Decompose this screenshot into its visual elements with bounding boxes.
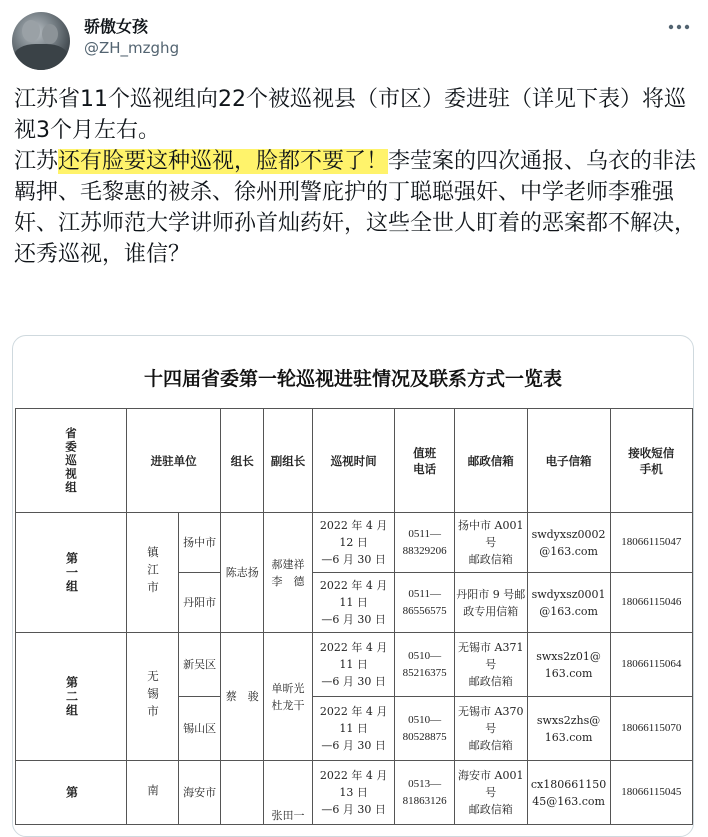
display-name[interactable]: 骄傲女孩 — [84, 17, 149, 36]
table-row — [16, 761, 693, 825]
group-cell: 第一组 — [16, 513, 127, 633]
table-row — [16, 513, 693, 573]
phone-cell: 0510— 85216375 — [395, 633, 454, 697]
period-cell: 2022 年 4 月 11 日 —6 月 30 日 — [312, 697, 395, 761]
document-title: 十四届省委第一轮巡视进驻情况及联系方式一览表 — [143, 368, 562, 390]
phone-cell: 0511— 88329206 — [395, 513, 454, 573]
tweet-highlighted-text: 还有脸要这种巡视，脸都不要了！ — [58, 149, 389, 174]
header-duty-phone: 值班 电话 — [395, 409, 454, 513]
postal-cell: 扬中市 A001 号 邮政信箱 — [454, 513, 527, 573]
email-cell: swxs2zhs@ 163.com — [527, 697, 610, 761]
unit-cell: 丹阳市 — [179, 573, 221, 633]
header-postal: 邮政信箱 — [454, 409, 527, 513]
header-unit: 进驻单位 — [127, 409, 221, 513]
email-cell: swxs2z01@ 163.com — [527, 633, 610, 697]
deputy-cell: 张田一 — [264, 761, 312, 825]
group-cell: 第二组 — [16, 633, 127, 761]
postal-cell: 无锡市 A371 号 邮政信箱 — [454, 633, 527, 697]
sms-cell: 18066115064 — [610, 633, 692, 697]
more-options-icon[interactable] — [664, 14, 694, 34]
tweet-header — [0, 0, 708, 80]
period-cell: 2022 年 4 月 11 日 —6 月 30 日 — [312, 633, 395, 697]
period-cell: 2022 年 4 月 13 日 —6 月 30 日 — [312, 761, 395, 825]
period-cell: 2022 年 4 月 12 日 —6 月 30 日 — [312, 513, 395, 573]
sms-cell: 18066115046 — [610, 573, 692, 633]
phone-cell: 0510— 80528875 — [395, 697, 454, 761]
unit-cell: 锡山区 — [179, 697, 221, 761]
header-email: 电子信箱 — [527, 409, 610, 513]
tweet-paragraph-1: 江苏省11个巡视组向22个被巡视县（市区）委进驻（详见下表）将巡视3个月左右。 — [14, 87, 686, 143]
email-cell: swdyxsz0001 @163.com — [527, 573, 610, 633]
group-cell: 第 — [16, 761, 127, 825]
postal-cell: 丹阳市 9 号邮 政专用信箱 — [454, 573, 527, 633]
sms-cell: 18066115047 — [610, 513, 692, 573]
tweet-image[interactable] — [12, 335, 694, 837]
header-sms: 接收短信 手机 — [610, 409, 692, 513]
city-cell: 无锡市 — [127, 633, 179, 761]
header-leader: 组长 — [221, 409, 264, 513]
table-header-row — [16, 409, 693, 513]
leader-cell: 蔡 骏 — [221, 633, 264, 761]
tweet-text-rest: 李莹案的四次通报、乌衣的非法羁押、毛黎惠的被杀、徐州刑警庇护的丁聪聪强奸、中学老师李雅强奸、江苏师范大学讲师孙首灿药奸，这些全世人盯着的恶案都不解决，还秀巡视，谁信？ — [14, 149, 697, 267]
inspection-table — [15, 408, 693, 825]
user-handle[interactable]: @ZH_mzghg — [84, 39, 180, 57]
tweet-text — [14, 84, 698, 270]
table-row — [16, 633, 693, 697]
deputy-cell: 郝建祥 李 德 — [264, 513, 312, 633]
postal-cell: 海安市 A001 号 邮政信箱 — [454, 761, 527, 825]
tweet-text-prefix: 江苏 — [14, 149, 59, 174]
phone-cell: 0513— 81863126 — [395, 761, 454, 825]
unit-cell: 新吴区 — [179, 633, 221, 697]
header-group: 省委巡视组 — [16, 409, 127, 513]
leader-cell — [221, 761, 264, 825]
period-cell: 2022 年 4 月 11 日 —6 月 30 日 — [312, 573, 395, 633]
sms-cell: 18066115070 — [610, 697, 692, 761]
email-cell: cx180661150 45@163.com — [527, 761, 610, 825]
leader-cell: 陈志扬 — [221, 513, 264, 633]
unit-cell: 海安市 — [179, 761, 221, 825]
header-period: 巡视时间 — [312, 409, 395, 513]
phone-cell: 0511— 86556575 — [395, 573, 454, 633]
avatar[interactable] — [12, 12, 70, 70]
city-cell: 镇江市 — [127, 513, 179, 633]
deputy-cell: 单昕光 杜龙干 — [264, 633, 312, 761]
header-deputy: 副组长 — [264, 409, 312, 513]
sms-cell: 18066115045 — [610, 761, 692, 825]
postal-cell: 无锡市 A370 号 邮政信箱 — [454, 697, 527, 761]
city-cell: 南 — [127, 761, 179, 825]
unit-cell: 扬中市 — [179, 513, 221, 573]
email-cell: swdyxsz0002 @163.com — [527, 513, 610, 573]
tweet-paragraph-2 — [14, 146, 698, 270]
